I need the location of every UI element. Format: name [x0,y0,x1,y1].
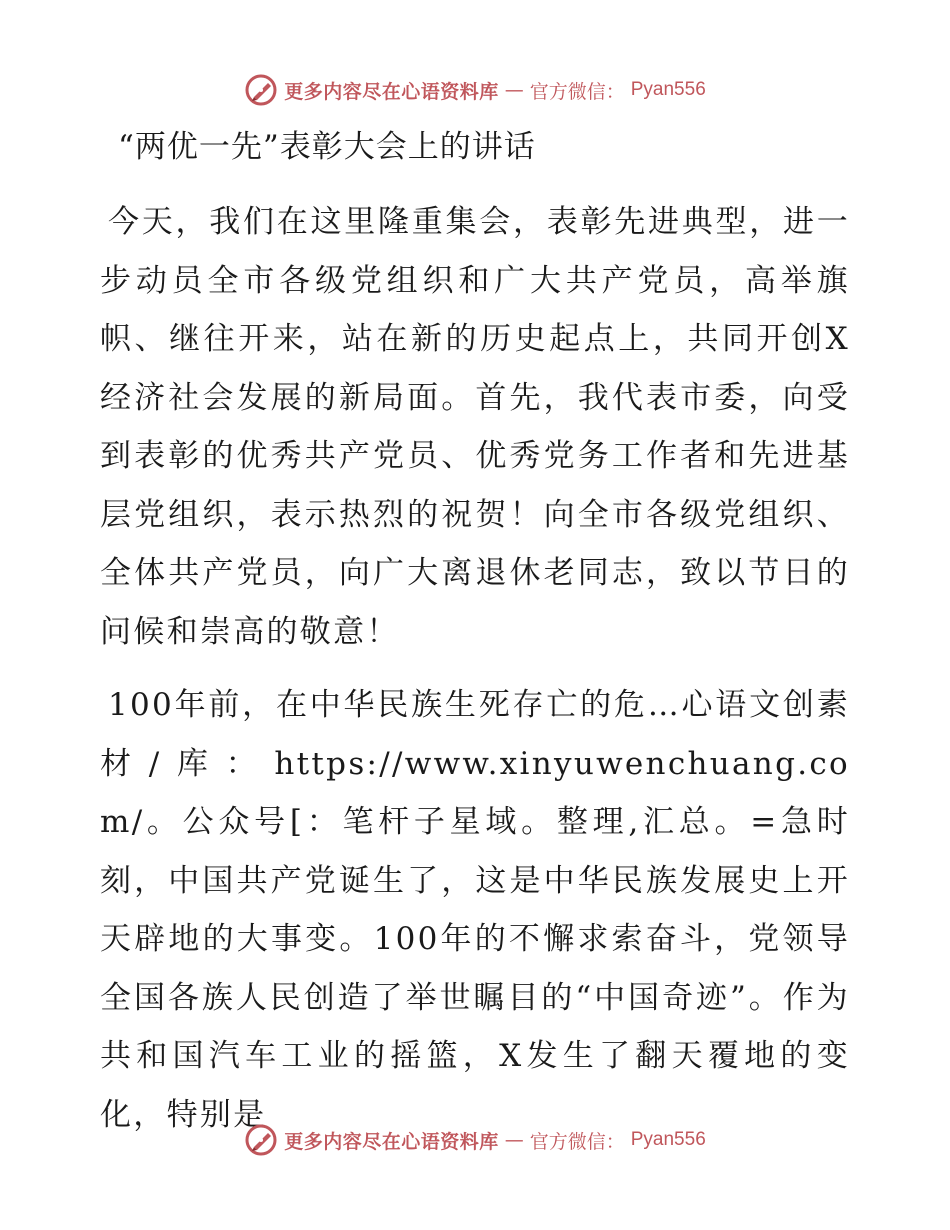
document-title: “两优一先”表彰大会上的讲话 [118,129,536,165]
pen-logo-icon [244,1123,278,1157]
watermark-separator: — [504,79,524,101]
watermark-text: 更多内容尽在心语资料库 [284,80,499,103]
pen-logo-icon [244,73,278,107]
watermark-separator: — [504,1129,524,1151]
watermark-handle: Pyan556 [630,1129,706,1150]
watermark-label: 官方微信： [529,1130,625,1153]
watermark-label: 官方微信： [529,80,625,103]
paragraph-2: 100年前，在中华民族生死存亡的危…心语文创素材/库：https://www.xinyuwenchuang.com/。公众号[：笔杆子星域。整理,汇总。=急时刻，中国共产党诞生了，这是中华民族发展史上开天辟地的大事变。100年的不懈求索奋斗，党领导全国各族人民创造了举世瞩目的“中国奇迹”。作为共和国汽车工业的摇篮，X发生了翻天覆地的变化，特别是 [100,687,850,1133]
header-watermark [0,70,950,110]
paragraph-1: 今天，我们在这里隆重集会，表彰先进典型，进一步动员全市各级党组织和广大共产党员，高举旗帜、继往开来，站在新的历史起点上，共同开创X经济社会发展的新局面。首先，我代表市委，向受到表彰的优秀共产党员、优秀党务工作者和先进基层党组织，表示热烈的祝贺！向全市各级党组织、全体共产党员，向广大离退休老同志，致以节日的问候和崇高的敬意！ [100,204,850,650]
watermark-text: 更多内容尽在心语资料库 [284,1130,499,1153]
footer-watermark [0,1120,950,1160]
watermark-handle: Pyan556 [630,79,706,100]
